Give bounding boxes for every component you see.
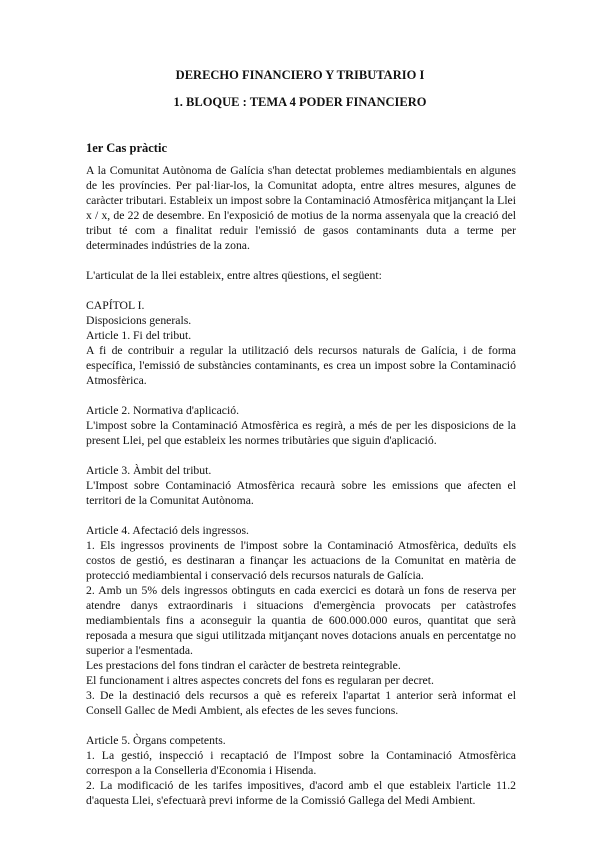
article-4-title: Article 4. Afectació dels ingressos. bbox=[86, 524, 249, 537]
case-lead-paragraph: L'articulat de la llei estableix, entre altres qüestions, el següent: bbox=[86, 269, 382, 282]
article-1-title: Article 1. Fi del tribut. bbox=[86, 329, 192, 342]
case-intro-paragraph: A la Comunitat Autònoma de Galícia s'han detectat problemes mediambientals en algunes de les províncies. Per pal·liar-los, la Comunitat adopta, entre altres mesures, algunes de caràcter tributari. Estableix un impost sobre la Contaminació Atmosfèrica mitjançant la Llei x / x, de 22 de desembre. En l'exposició de motius de la norma assenyala que la creació del tribut té com a finalitat reduir l'emissió de gasos contaminants duta a terme per determinades indústries de la zona. bbox=[86, 164, 516, 252]
article-2-title: Article 2. Normativa d'aplicació. bbox=[86, 404, 240, 417]
article-3-title: Article 3. Àmbit del tribut. bbox=[86, 464, 212, 477]
document-subtitle: 1. BLOQUE : TEMA 4 PODER FINANCIERO bbox=[173, 95, 427, 109]
article-3-text: L'Impost sobre Contaminació Atmosfèrica recaurà sobre les emissions que afecten el territori de la Comunitat Autònoma. bbox=[86, 479, 516, 507]
article-4-paragraph-2: 2. Amb un 5% dels ingressos obtinguts en cada exercici es dotarà un fons de reserva per atendre danys extraordinaris i situacions d'emergència provocats per catàstrofes mediambientals fins a aconseguir la quantia de 600.000.000 euros, quantitat que serà reposada a mesura que sigui utilitzada mitjançant noves dotacions anuals en percentatge no superior a l'esmentada. bbox=[86, 584, 516, 657]
article-4-paragraph-3: Les prestacions del fons tindran el caràcter de bestreta reintegrable. bbox=[86, 659, 401, 672]
document-body bbox=[86, 163, 516, 808]
case-heading: 1er Cas pràctic bbox=[86, 141, 167, 155]
article-5-paragraph-2: 2. La modificació de les tarifes impositives, d'acord amb el que estableix l'article 11.2 d'aquesta Llei, s'efectuarà previ informe de la Comissió Gallega del Medi Ambient. bbox=[86, 779, 516, 807]
article-4-paragraph-1: 1. Els ingressos provinents de l'impost sobre la Contaminació Atmosfèrica, deduïts els costos de gestió, es destinaran a finançar les actuacions de la Comunitat en matèria de protecció mediambiental i conservació dels recursos naturals de Galícia. bbox=[86, 539, 516, 582]
article-4-paragraph-4: El funcionament i altres aspectes concrets del fons es regularan per decret. bbox=[86, 674, 434, 687]
article-1-text: A fi de contribuir a regular la utilització dels recursos naturals de Galícia, i de forma específica, l'emissió de substàncies contaminants, es crea un impost sobre la Contaminació Atmosfèrica. bbox=[86, 344, 516, 387]
article-5-title: Article 5. Òrgans competents. bbox=[86, 734, 226, 747]
document-title: DERECHO FINANCIERO Y TRIBUTARIO I bbox=[175, 68, 425, 82]
article-5-paragraph-1: 1. La gestió, inspecció i recaptació de l'Impost sobre la Contaminació Atmosfèrica correspon a la Conselleria d'Economia i Hisenda. bbox=[86, 749, 516, 777]
article-4-paragraph-5: 3. De la destinació dels recursos a què es refereix l'apartat 1 anterior serà informat el Consell Gallec de Medi Ambient, als efectes de les seves funcions. bbox=[86, 689, 516, 717]
article-2-text: L'impost sobre la Contaminació Atmosfèrica es regirà, a més de per les disposicions de la present Llei, pel que estableix les normes tributàries que siguin d'aplicació. bbox=[86, 419, 516, 447]
chapter-title: CAPÍTOL I. bbox=[86, 299, 145, 312]
chapter-subtitle: Disposicions generals. bbox=[86, 314, 192, 327]
